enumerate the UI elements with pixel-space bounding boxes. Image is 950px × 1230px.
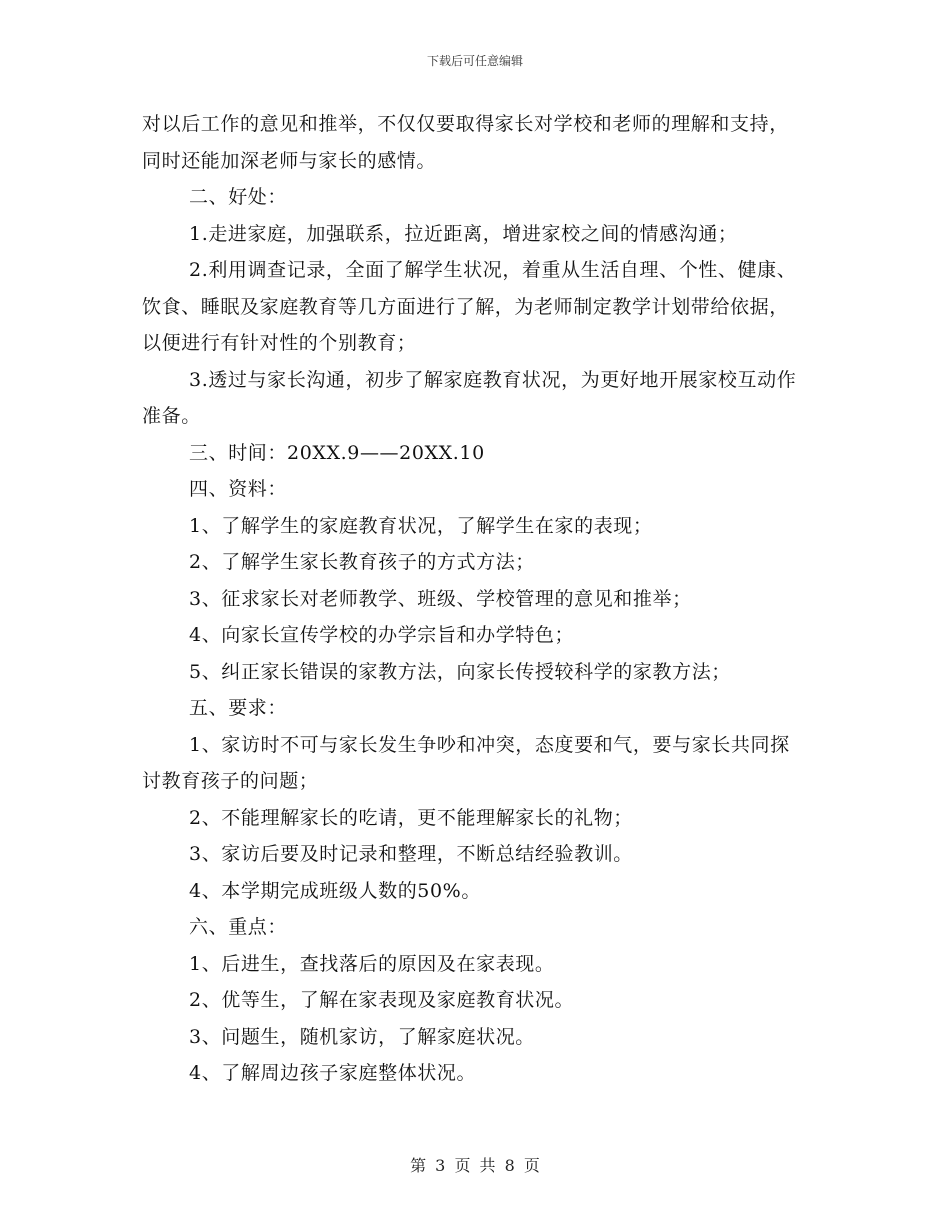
list-item: 1、后进生，查找落后的原因及在家表现。 (189, 952, 555, 975)
list-item: 4、了解周边孩子家庭整体状况。 (189, 1062, 477, 1084)
list-item: 2、优等生，了解在家表现及家庭教育状况。 (189, 989, 575, 1011)
list-item: 3、征求家长对老师教学、班级、学校管理的意见和推举； (189, 587, 692, 610)
list-item: 3、家访后要及时记录和整理，不断总结经验教训。 (189, 843, 633, 865)
section-heading-requirements: 五、要求： (189, 697, 288, 719)
list-item: 2、不能理解家长的吃请，更不能理解家长的礼物； (189, 806, 633, 829)
list-item: 4、本学期完成班级人数的50%。 (189, 879, 481, 902)
list-item: 4、向家长宣传学校的办学宗旨和办学特色； (189, 624, 575, 646)
section-heading-materials: 四、资料： (189, 478, 288, 500)
list-item: 3.透过与家长沟通，初步了解家庭教育状况，为更好地开展家校互动作准备。 (142, 368, 797, 427)
section-heading-focus: 六、重点： (189, 916, 288, 938)
section-heading-benefits: 二、好处： (189, 186, 288, 208)
paragraph-1: 对以后工作的意见和推举，不仅仅要取得家长对学校和老师的理解和支持，同时还能加深老师与家长的感情。 (142, 113, 789, 172)
list-item: 2.利用调查记录，全面了解学生状况，着重从生活自理、个性、健康、饮食、睡眠及家庭教育等几方面进行了解，为老师制定教学计划带给依据，以便进行有针对性的个别教育； (142, 259, 797, 354)
list-item: 1.走进家庭，加强联系，拉近距离，增进家校之间的情感沟通； (189, 222, 738, 245)
page-number: 第 3 页 共 8 页 (410, 1156, 540, 1175)
page-header-note: 下载后可任意编辑 (426, 54, 523, 68)
list-item: 1、了解学生的家庭教育状况，了解学生在家的表现； (189, 514, 653, 537)
list-item: 3、问题生，随机家访，了解家庭状况。 (189, 1025, 535, 1048)
list-item: 1、家访时不可与家长发生争吵和冲突，态度要和气，要与家长共同探讨教育孩子的问题； (142, 733, 790, 792)
list-item: 2、了解学生家长教育孩子的方式方法； (189, 551, 535, 573)
list-item: 5、纠正家长错误的家教方法，向家长传授较科学的家教方法； (189, 660, 731, 683)
section-heading-time: 三、时间：20XX.9——20XX.10 (189, 441, 485, 464)
document-body (142, 106, 808, 1092)
